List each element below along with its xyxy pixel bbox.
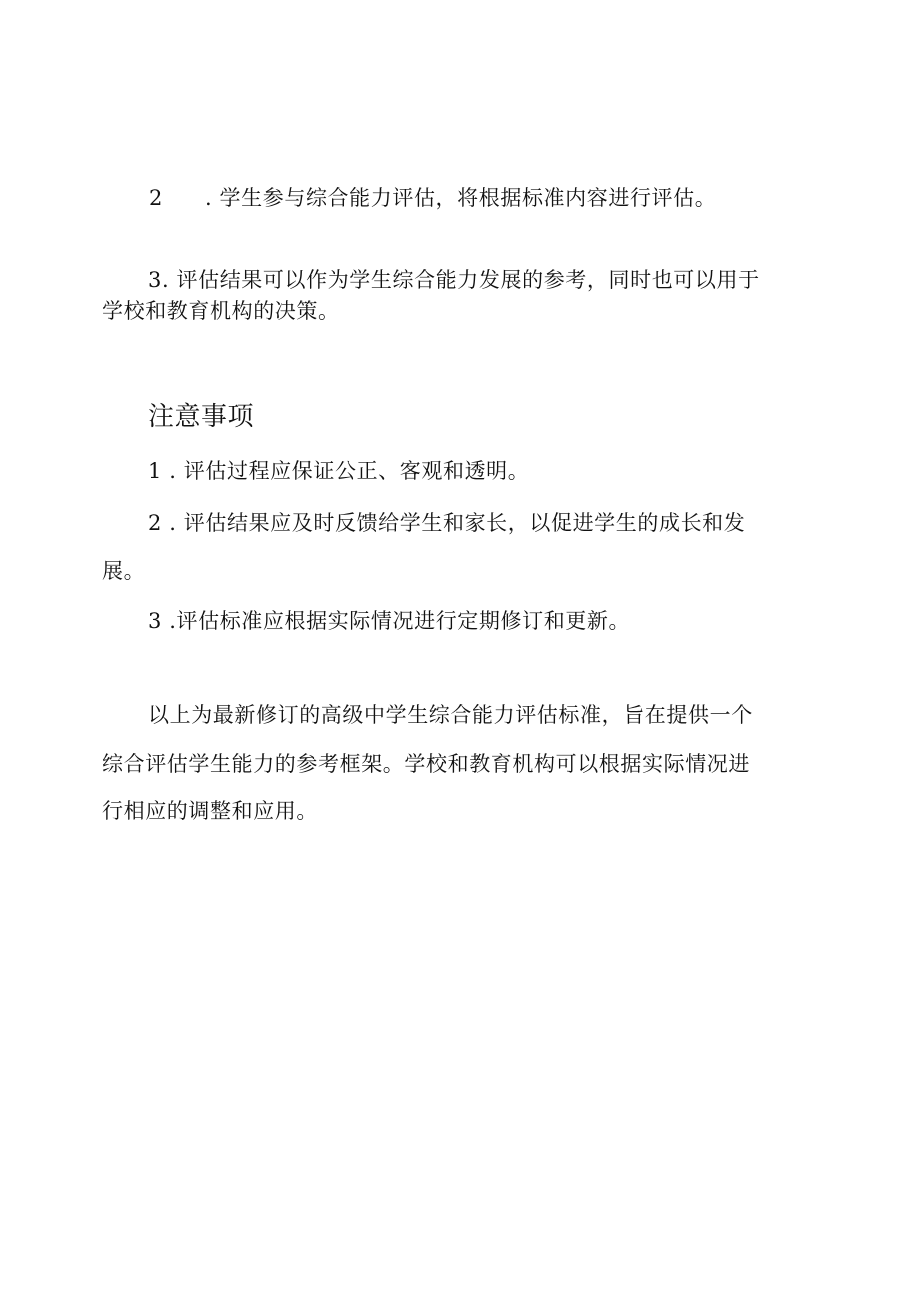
conclusion-line-2: 综合评估学生能力的参考框架。学校和教育机构可以根据实际情况进 — [102, 752, 750, 776]
conclusion-line-3: 行相应的调整和应用。 — [102, 799, 318, 823]
evaluation-item-2-number: 2 — [149, 186, 163, 210]
evaluation-item-2-text: . 学生参与综合能力评估，将根据标准内容进行评估。 — [205, 186, 717, 210]
notes-item-2-line-2: 展。 — [102, 559, 146, 583]
notes-item-2-line-1: 2 . 评估结果应及时反馈给学生和家长，以促进学生的成长和发 — [148, 511, 746, 535]
evaluation-item-3-line-2: 学校和教育机构的决策。 — [102, 299, 340, 323]
evaluation-item-3-line-1: 3. 评估结果可以作为学生综合能力发展的参考，同时也可以用于 — [148, 268, 760, 292]
notes-item-1: 1 . 评估过程应保证公正、客观和透明。 — [148, 459, 530, 483]
notes-item-3: 3 .评估标准应根据实际情况进行定期修订和更新。 — [148, 609, 631, 633]
notes-heading: 注意事项 — [148, 402, 255, 432]
conclusion-line-1: 以上为最新修订的高级中学生综合能力评估标准，旨在提供一个 — [148, 703, 753, 727]
